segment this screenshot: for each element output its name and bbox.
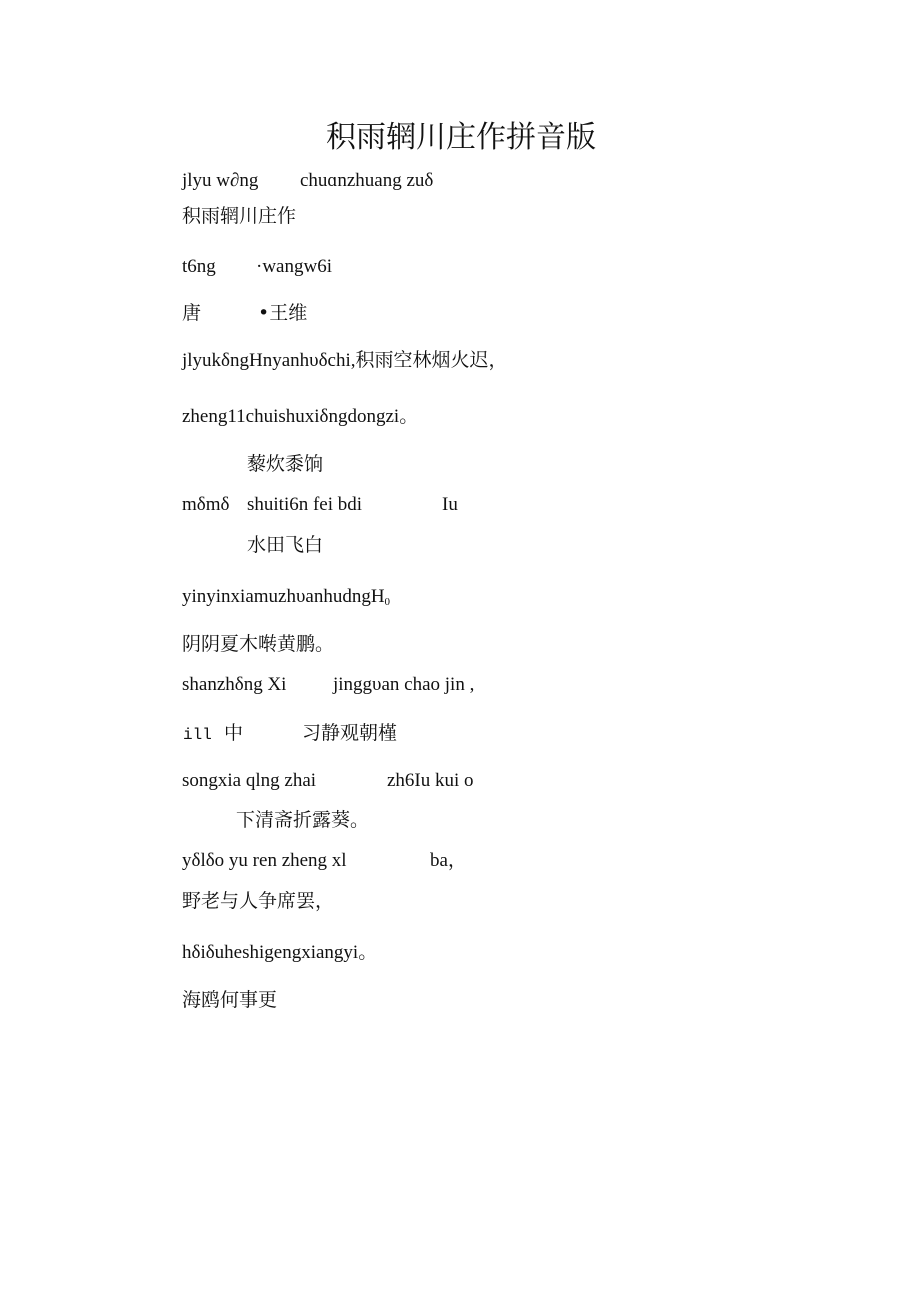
pinyin-line-3b: shuiti6n fei bdi bbox=[247, 494, 363, 515]
poem-title: 积雨辋川庄作 bbox=[182, 205, 297, 227]
pinyin-dynasty: t6ng bbox=[182, 256, 216, 277]
verse-line-4: 阴阴夏木啭黄鹏。 bbox=[182, 633, 335, 655]
pinyin-line-6a: songxia qlng zhai bbox=[182, 770, 317, 791]
verse-line-1: jlyukδngHnyanhυδchi,积雨空林烟火迟， bbox=[182, 350, 508, 371]
pinyin-line-3c: Iu bbox=[442, 494, 458, 515]
verse-line-3: 水田飞白 bbox=[247, 534, 324, 556]
pinyin-line-6b: zh6Iu kui o bbox=[387, 770, 474, 791]
author: •王维 bbox=[258, 302, 308, 324]
verse-line-6: 下清斋折露葵。 bbox=[236, 809, 370, 831]
page-title: 积雨辋川庄作拼音版 bbox=[326, 120, 596, 155]
dynasty: 唐 bbox=[182, 302, 202, 324]
pinyin-line-7b: ba， bbox=[430, 850, 467, 871]
pinyin-line-7a: yδlδo yu ren zheng xl bbox=[182, 850, 347, 871]
pinyin-author: ·wangw6i bbox=[256, 256, 332, 277]
pinyin-line-5b: jinggυan chao jin , bbox=[333, 674, 475, 695]
pinyin-line-5a: shanzhδng Xi bbox=[182, 674, 287, 695]
verse-line-5a: ill bbox=[183, 726, 212, 744]
pinyin-line-3a: mδmδ bbox=[182, 494, 230, 515]
pinyin-line-4-sub: 0 bbox=[384, 596, 391, 608]
pinyin-line-4-text: yinyinxiamuzhυanhudngH bbox=[182, 586, 385, 607]
pinyin-line-title-a: jlyu w∂ng bbox=[182, 170, 259, 191]
pinyin-line-8: hδiδuheshigengxiangyi。 bbox=[182, 942, 378, 963]
pinyin-line-title-b: chuɑnzhuang zuδ bbox=[300, 170, 434, 191]
verse-line-8: 海鸥何事更 bbox=[182, 989, 278, 1011]
pinyin-line-4 bbox=[182, 587, 390, 608]
pinyin-line-2: zheng11chuishuxiδngdongzi。 bbox=[182, 406, 419, 427]
verse-line-5c: 习静观朝槿 bbox=[302, 722, 398, 744]
verse-line-2: 藜炊黍饷 bbox=[247, 453, 324, 475]
verse-line-5b: 中 bbox=[224, 722, 244, 744]
verse-line-7: 野老与人争席罢， bbox=[182, 890, 335, 912]
